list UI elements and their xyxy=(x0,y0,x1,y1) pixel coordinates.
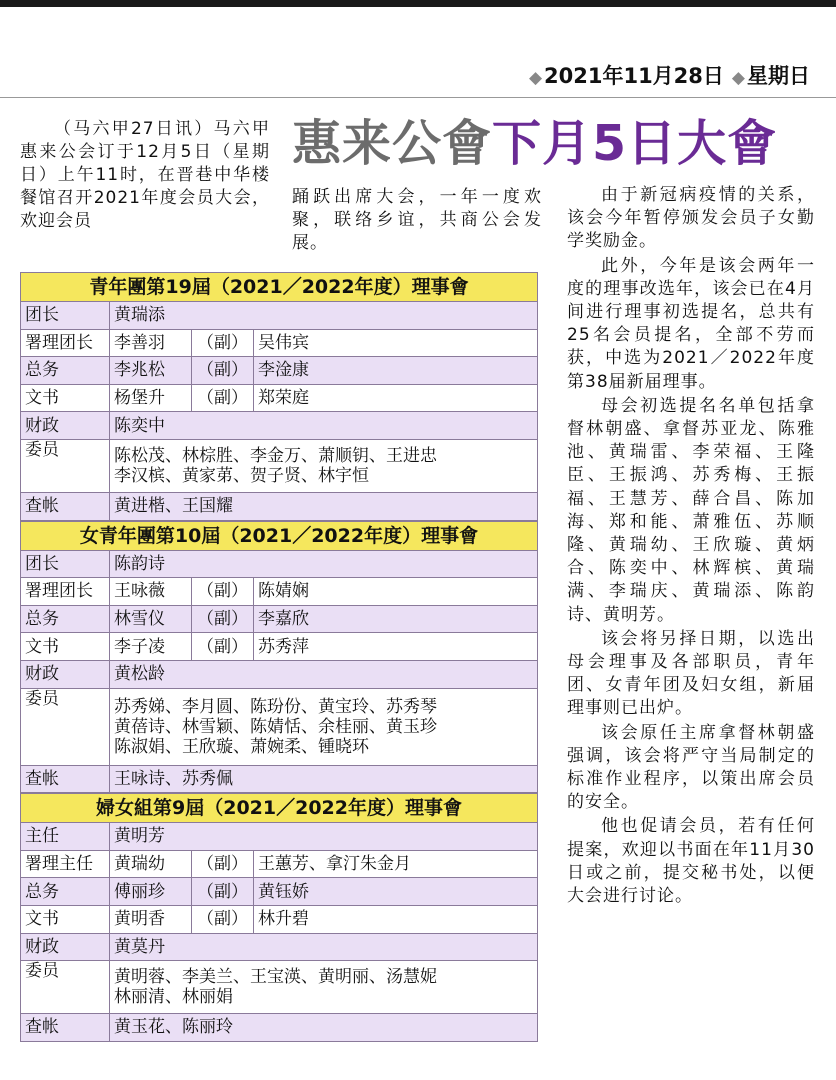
table-title-row xyxy=(21,273,538,302)
table-row xyxy=(21,412,538,440)
deputy-label-cell: （副） xyxy=(192,633,254,661)
members-line: 黄蓓诗、林雪颖、陈婧恬、余桂丽、黄玉珍 xyxy=(114,716,437,737)
members-cell xyxy=(110,688,538,765)
table-row xyxy=(21,823,538,851)
body-paragraph: 母会初选提名名单包括拿督林朝盛、拿督苏亚龙、陈雅池、黄瑞雷、李荣福、王隆臣、王振鸿、苏秀梅、王振福、王慧芳、薛合昌、陈加海、郑和能、萧雅伍、苏顺隆、黄瑞幼、王欣璇、黄炳合、陈奕中、林辉槟、黄瑞满、李瑞庆、黄瑞添、陈韵诗、黄明芳。 xyxy=(567,395,815,625)
main-cell: 黄明香 xyxy=(110,905,192,933)
members-line: 陈松茂、林棕胜、李金万、萧顺钥、王进忠 xyxy=(114,445,437,466)
headline-part2: 下月5日大會 xyxy=(492,115,778,172)
main-cell: 李子凌 xyxy=(110,633,192,661)
value-cell: 黄莫丹 xyxy=(110,933,538,961)
table-row xyxy=(21,878,538,906)
main-cell: 王咏薇 xyxy=(110,578,192,606)
role-cell: 署理团长 xyxy=(21,578,110,606)
role-cell: 总务 xyxy=(21,878,110,906)
role-cell: 署理团长 xyxy=(21,329,110,357)
main-cell: 林雪仪 xyxy=(110,605,192,633)
headline-part1: 惠来公會 xyxy=(292,115,493,172)
deputy-label-cell: （副） xyxy=(192,384,254,412)
table-row xyxy=(21,329,538,357)
role-cell: 署理主任 xyxy=(21,850,110,878)
weekday: 星期日 xyxy=(747,64,810,88)
role-cell: 财政 xyxy=(21,660,110,688)
role-cell: 文书 xyxy=(21,384,110,412)
main-cell: 杨堡升 xyxy=(110,384,192,412)
deputy-cell: 李嘉欣 xyxy=(254,605,538,633)
lead-continued: 踊跃出席大会，一年一度欢聚，联络乡谊，共商公会发展。 xyxy=(292,187,542,253)
table-row xyxy=(21,688,538,765)
main-cell: 黄瑞幼 xyxy=(110,850,192,878)
deputy-label-cell: （副） xyxy=(192,605,254,633)
role-cell: 委员 xyxy=(21,439,110,492)
table-title: 婦女組第9屆（2021／2022年度）理事會 xyxy=(21,794,538,823)
table-row xyxy=(21,492,538,520)
committee-tables xyxy=(20,272,538,1042)
table-row xyxy=(21,961,538,1014)
table-row xyxy=(21,550,538,578)
table-row xyxy=(21,660,538,688)
headline xyxy=(292,114,777,174)
dateline xyxy=(529,60,810,90)
body-paragraph: 该会原任主席拿督林朝盛强调，该会将严守当局制定的标准作业程序，以策出席会员的安全。 xyxy=(567,722,815,813)
deputy-cell: 林升碧 xyxy=(254,905,538,933)
members-line: 黄明蓉、李美兰、王宝渶、黄明丽、汤慧妮 xyxy=(114,967,437,988)
role-cell: 财政 xyxy=(21,933,110,961)
value-cell: 黄瑞添 xyxy=(110,302,538,330)
table-title: 青年團第19屆（2021／2022年度）理事會 xyxy=(21,273,538,302)
role-cell: 总务 xyxy=(21,357,110,385)
table-row xyxy=(21,633,538,661)
body-column xyxy=(567,184,815,909)
table-title-row xyxy=(21,794,538,823)
deputy-cell: 李淦康 xyxy=(254,357,538,385)
members-line: 李汉槟、黄家苐、贺子贤、林宇恒 xyxy=(114,465,369,486)
body-paragraph: 该会将另择日期，以选出母会理事及各部职员，青年团、女青年团及妇女组，新届理事则已出炉。 xyxy=(567,628,815,719)
role-cell: 团长 xyxy=(21,302,110,330)
table-row xyxy=(21,1014,538,1042)
top-border xyxy=(0,0,836,7)
members-line: 苏秀娣、李月圆、陈玢份、黄宝玲、苏秀琴 xyxy=(114,696,437,717)
main-cell: 李兆松 xyxy=(110,357,192,385)
deputy-cell: 王蕙芳、拿汀朱金月 xyxy=(254,850,538,878)
members-cell xyxy=(110,961,538,1014)
members-line: 林丽清、林丽娟 xyxy=(114,987,233,1008)
role-cell: 查帐 xyxy=(21,492,110,520)
table-row xyxy=(21,933,538,961)
table-title: 女青年團第10屆（2021／2022年度）理事會 xyxy=(21,521,538,550)
header-rule xyxy=(0,97,836,98)
role-cell: 委员 xyxy=(21,961,110,1014)
table-row xyxy=(21,302,538,330)
table-row xyxy=(21,578,538,606)
role-cell: 委员 xyxy=(21,688,110,765)
role-cell: 文书 xyxy=(21,633,110,661)
role-cell: 团长 xyxy=(21,550,110,578)
value-cell: 黄松龄 xyxy=(110,660,538,688)
value-cell: 陈韵诗 xyxy=(110,550,538,578)
members-line: 陈淑娟、王欣璇、萧婉柔、锺晓环 xyxy=(114,736,369,757)
deputy-cell: 郑荣庭 xyxy=(254,384,538,412)
youth-committee-table xyxy=(20,272,538,521)
lead-paragraph: （马六甲27日讯）马六甲惠来公会订于12月5日（星期日）上午11时，在晋巷中华楼餐馆召开2021年度会员大会，欢迎会员 xyxy=(20,119,270,231)
main-cell: 傅丽珍 xyxy=(110,878,192,906)
deputy-label-cell: （副） xyxy=(192,578,254,606)
table-title-row xyxy=(21,521,538,550)
deputy-cell: 陈婧娴 xyxy=(254,578,538,606)
role-cell: 查帐 xyxy=(21,765,110,793)
deputy-cell: 吴伟宾 xyxy=(254,329,538,357)
value-cell: 王咏诗、苏秀佩 xyxy=(110,765,538,793)
table-row xyxy=(21,765,538,793)
deputy-label-cell: （副） xyxy=(192,850,254,878)
value-cell: 陈奕中 xyxy=(110,412,538,440)
body-paragraph: 此外，今年是该会两年一度的理事改选年，该会已在4月间进行理事初选提名，总共有25名会员提名，全部不劳而获，中选为2021／2022年度第38届新届理事。 xyxy=(567,255,815,392)
date: 2021年11月28日 xyxy=(544,64,724,88)
deputy-cell: 苏秀萍 xyxy=(254,633,538,661)
main-cell: 李善羽 xyxy=(110,329,192,357)
members-cell xyxy=(110,439,538,492)
value-cell: 黄明芳 xyxy=(110,823,538,851)
role-cell: 财政 xyxy=(21,412,110,440)
role-cell: 文书 xyxy=(21,905,110,933)
deputy-label-cell: （副） xyxy=(192,357,254,385)
body-paragraph: 由于新冠病疫情的关系，该会今年暂停颁发会员子女勤学奖励金。 xyxy=(567,185,815,252)
role-cell: 查帐 xyxy=(21,1014,110,1042)
weekday-text xyxy=(732,60,810,90)
deputy-cell: 黄钰娇 xyxy=(254,878,538,906)
women-youth-committee-table xyxy=(20,521,538,794)
deputy-label-cell: （副） xyxy=(192,905,254,933)
table-row xyxy=(21,905,538,933)
deputy-label-cell: （副） xyxy=(192,878,254,906)
table-row xyxy=(21,850,538,878)
value-cell: 黄进楷、王国耀 xyxy=(110,492,538,520)
women-committee-table xyxy=(20,793,538,1042)
table-row xyxy=(21,384,538,412)
table-row xyxy=(21,439,538,492)
value-cell: 黄玉花、陈丽玲 xyxy=(110,1014,538,1042)
deputy-label-cell: （副） xyxy=(192,329,254,357)
diamond-bullet-icon: ◆ xyxy=(528,68,543,88)
diamond-bullet-icon: ◆ xyxy=(731,68,745,88)
body-paragraph: 他也促请会员，若有任何提案，欢迎以书面在年11月30日或之前，提交秘书处，以便大会进行讨论。 xyxy=(567,816,815,907)
role-cell: 总务 xyxy=(21,605,110,633)
role-cell: 主任 xyxy=(21,823,110,851)
date-text xyxy=(529,60,724,90)
table-row xyxy=(21,605,538,633)
table-row xyxy=(21,357,538,385)
